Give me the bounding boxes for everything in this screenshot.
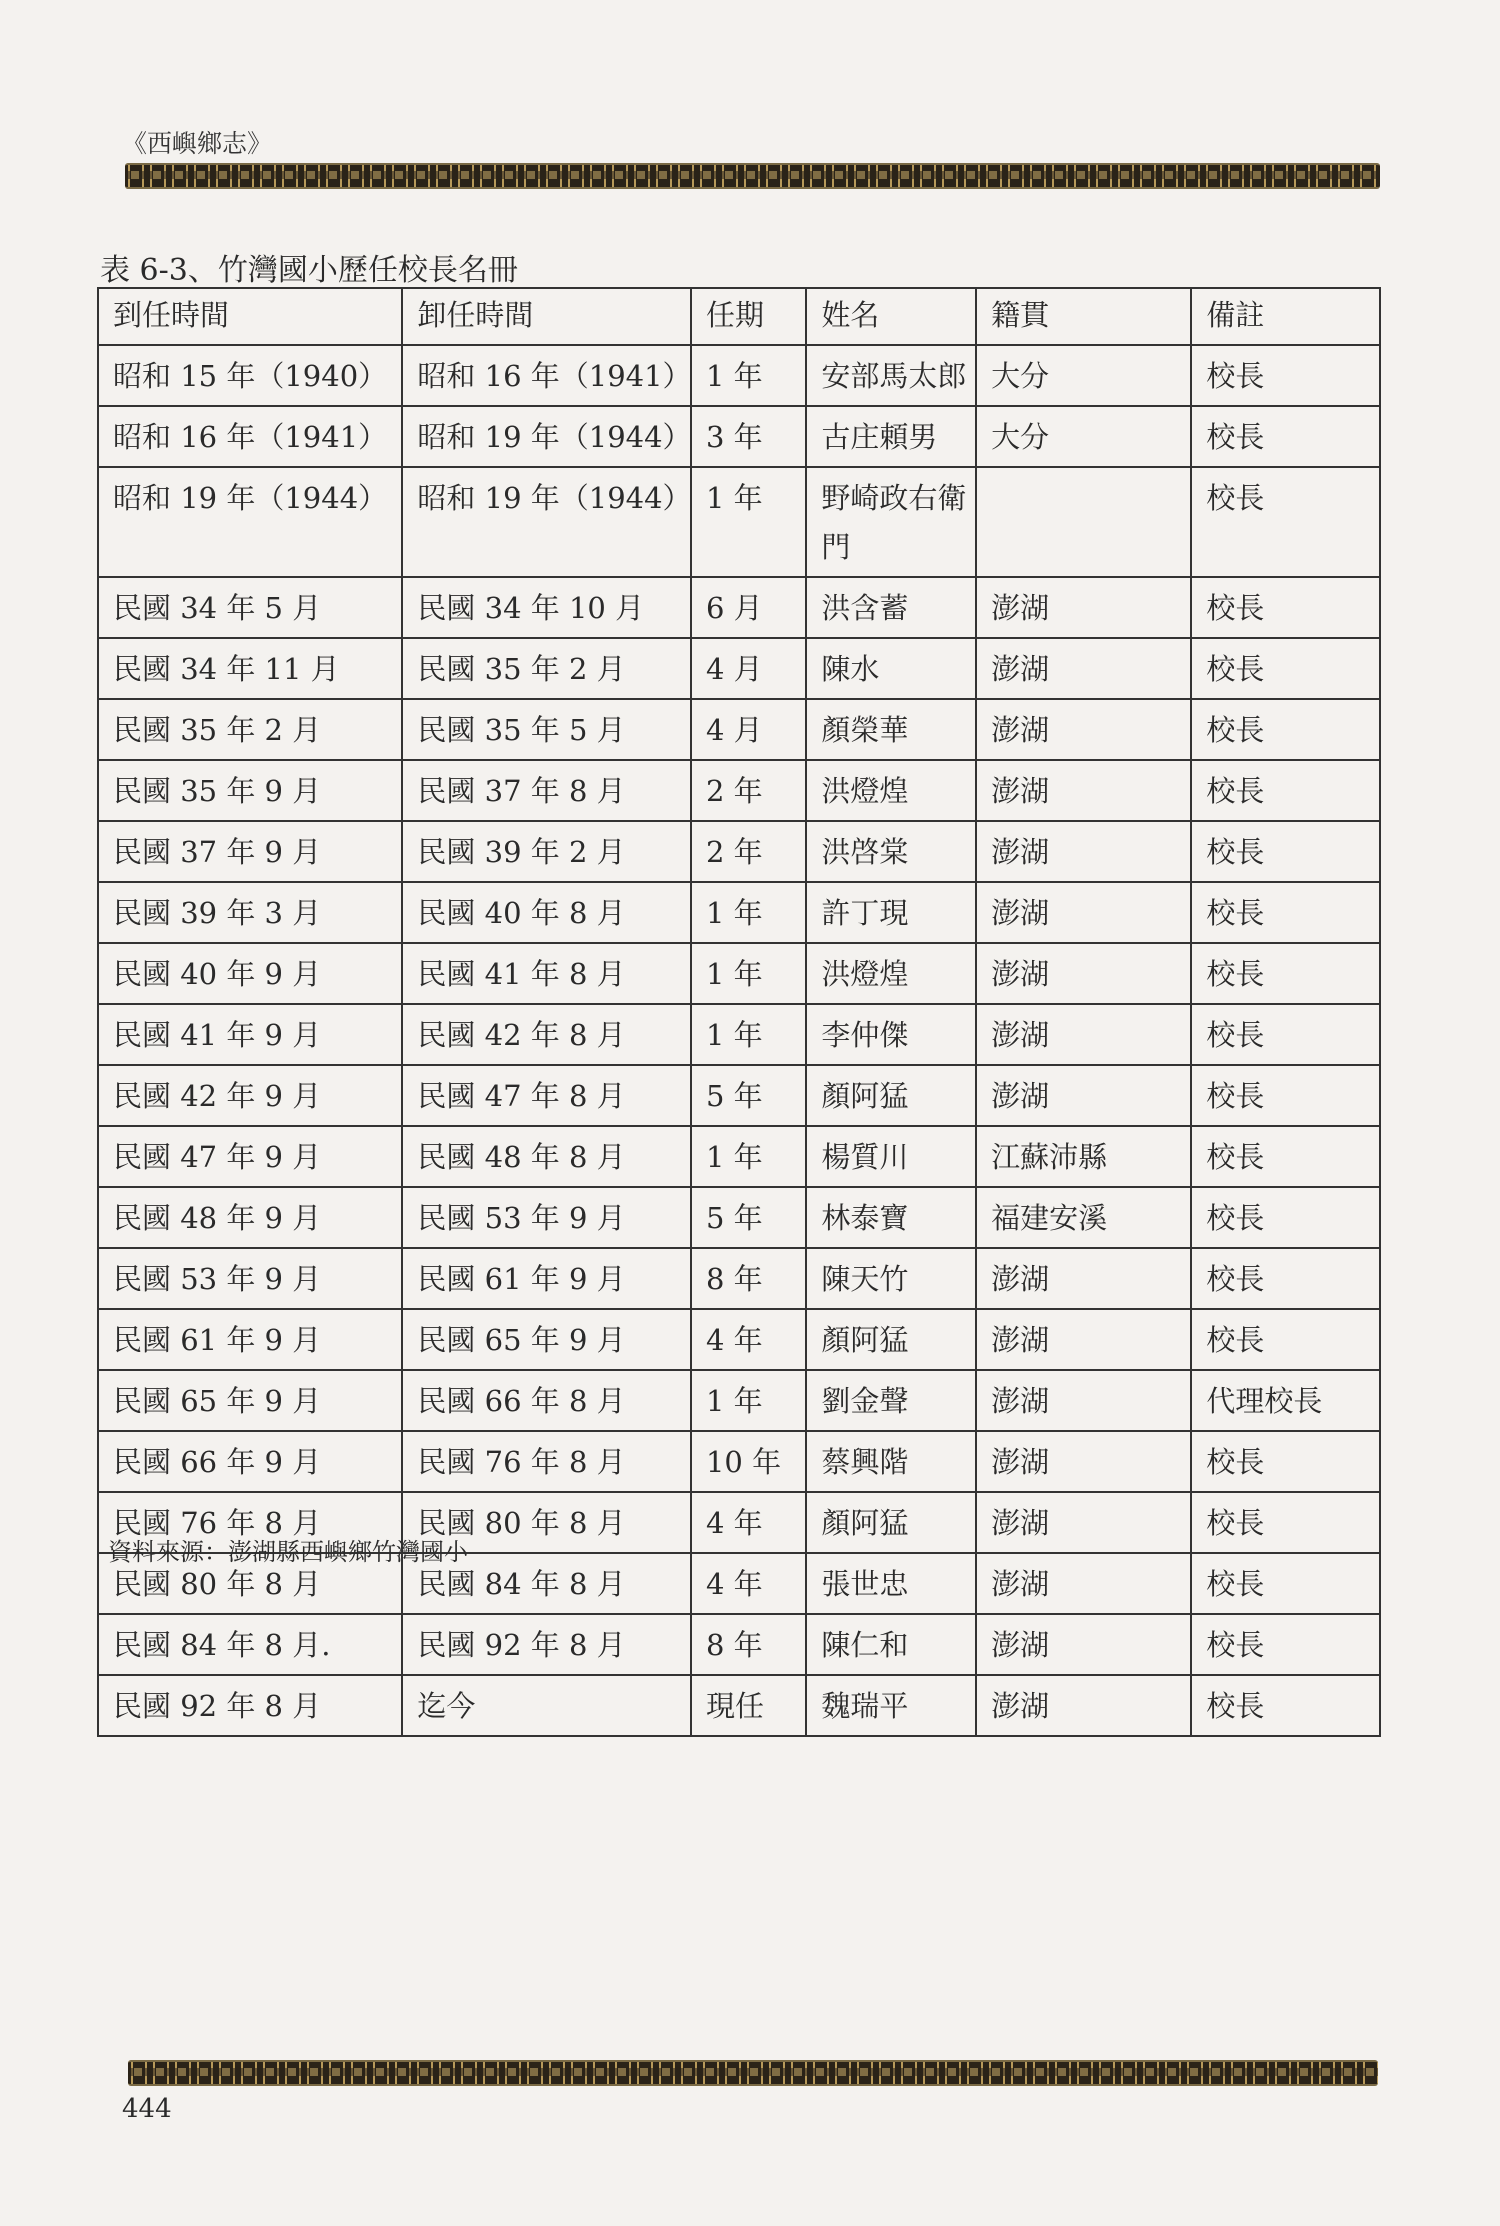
table-cell: 8 年	[691, 1248, 806, 1309]
greek-key-border-bottom	[128, 2060, 1378, 2086]
table-cell: 民國 35 年 2 月	[98, 699, 402, 760]
table-cell: 校長	[1191, 406, 1380, 467]
table-cell: 洪含蓄	[806, 577, 976, 638]
greek-key-border-top	[125, 163, 1380, 189]
table-cell: 民國 76 年 8 月	[98, 1492, 402, 1553]
table-cell: 現任	[691, 1675, 806, 1736]
table-cell: 6 月	[691, 577, 806, 638]
table-cell: 民國 92 年 8 月	[402, 1614, 691, 1675]
table-cell: 校長	[1191, 1614, 1380, 1675]
table-cell: 古庄頼男	[806, 406, 976, 467]
table-cell: 校長	[1191, 345, 1380, 406]
table-cell: 野崎政右衛門	[806, 467, 976, 577]
table-cell: 澎湖	[976, 1492, 1191, 1553]
table-cell: 江蘇沛縣	[976, 1126, 1191, 1187]
table-cell: 2 年	[691, 760, 806, 821]
table-cell: 顏榮華	[806, 699, 976, 760]
table-cell: 澎湖	[976, 760, 1191, 821]
table-cell: 民國 65 年 9 月	[402, 1309, 691, 1370]
table-cell: 張世忠	[806, 1553, 976, 1614]
table-cell: 澎湖	[976, 943, 1191, 1004]
table-cell: 民國 34 年 11 月	[98, 638, 402, 699]
table-row	[98, 943, 1380, 1004]
table-row	[98, 1431, 1380, 1492]
principals-table	[97, 287, 1381, 1737]
table-row	[98, 699, 1380, 760]
table-cell: 洪燈煌	[806, 943, 976, 1004]
table-cell: 2 年	[691, 821, 806, 882]
table-cell: 澎湖	[976, 1248, 1191, 1309]
table-cell: 洪啓棠	[806, 821, 976, 882]
table-cell: 校長	[1191, 577, 1380, 638]
table-cell: 校長	[1191, 1492, 1380, 1553]
table-cell: 陳天竹	[806, 1248, 976, 1309]
table-cell: 昭和 19 年（1944）	[98, 467, 402, 577]
table-row	[98, 1248, 1380, 1309]
table-cell: 澎湖	[976, 821, 1191, 882]
table-cell: 1 年	[691, 1126, 806, 1187]
table-cell: 4 年	[691, 1553, 806, 1614]
table-row	[98, 1187, 1380, 1248]
table-cell: 代理校長	[1191, 1370, 1380, 1431]
table-cell: 昭和 15 年（1940）	[98, 345, 402, 406]
table-cell: 大分	[976, 345, 1191, 406]
table-cell: 澎湖	[976, 638, 1191, 699]
table-caption: 表 6-3、竹灣國小歷任校長名冊	[100, 253, 518, 288]
table-cell: 校長	[1191, 699, 1380, 760]
table-cell: 民國 48 年 9 月	[98, 1187, 402, 1248]
header-cell: 卸任時間	[402, 288, 691, 345]
table-cell: 民國 35 年 5 月	[402, 699, 691, 760]
table-cell: 民國 84 年 8 月.	[98, 1614, 402, 1675]
table-cell: 校長	[1191, 467, 1380, 577]
table-cell: 民國 76 年 8 月	[402, 1431, 691, 1492]
table-cell: 澎湖	[976, 699, 1191, 760]
table-cell: 魏瑞平	[806, 1675, 976, 1736]
table-cell: 安部馬太郎	[806, 345, 976, 406]
table-cell: 1 年	[691, 345, 806, 406]
table-cell: 校長	[1191, 821, 1380, 882]
table-cell: 民國 80 年 8 月	[98, 1553, 402, 1614]
running-header: 《西嶼鄉志》	[122, 129, 273, 158]
table-cell: 民國 41 年 9 月	[98, 1004, 402, 1065]
table-cell: 民國 61 年 9 月	[98, 1309, 402, 1370]
table-cell: 澎湖	[976, 1309, 1191, 1370]
table-cell: 1 年	[691, 467, 806, 577]
table-cell: 8 年	[691, 1614, 806, 1675]
header-cell: 任期	[691, 288, 806, 345]
table-row	[98, 1126, 1380, 1187]
table-cell: 蔡興階	[806, 1431, 976, 1492]
table-row	[98, 345, 1380, 406]
table-cell: 民國 80 年 8 月	[402, 1492, 691, 1553]
table-row	[98, 577, 1380, 638]
table-cell: 校長	[1191, 1553, 1380, 1614]
table-cell: 民國 37 年 9 月	[98, 821, 402, 882]
table-cell: 顏阿猛	[806, 1309, 976, 1370]
table-cell: 迄今	[402, 1675, 691, 1736]
table-cell: 澎湖	[976, 1553, 1191, 1614]
table-cell: 昭和 19 年（1944）	[402, 467, 691, 577]
table-cell: 劉金聲	[806, 1370, 976, 1431]
table-cell: 校長	[1191, 1065, 1380, 1126]
table-cell: 民國 65 年 9 月	[98, 1370, 402, 1431]
header-cell: 籍貫	[976, 288, 1191, 345]
table-cell: 民國 34 年 5 月	[98, 577, 402, 638]
table-cell: 昭和 16 年（1941）	[98, 406, 402, 467]
table-cell: 顏阿猛	[806, 1492, 976, 1553]
table-row	[98, 1675, 1380, 1736]
table-cell: 澎湖	[976, 1675, 1191, 1736]
table-cell: 民國 66 年 9 月	[98, 1431, 402, 1492]
table-cell: 校長	[1191, 1248, 1380, 1309]
table-cell: 昭和 19 年（1944）	[402, 406, 691, 467]
table-cell: 許丁現	[806, 882, 976, 943]
table-cell: 校長	[1191, 1309, 1380, 1370]
table-cell: 1 年	[691, 1004, 806, 1065]
table-cell: 民國 41 年 8 月	[402, 943, 691, 1004]
table-cell: 民國 53 年 9 月	[98, 1248, 402, 1309]
table-cell: 澎湖	[976, 1065, 1191, 1126]
table-cell: 1 年	[691, 882, 806, 943]
table-cell: 民國 34 年 10 月	[402, 577, 691, 638]
table-cell: 3 年	[691, 406, 806, 467]
table-cell: 民國 47 年 9 月	[98, 1126, 402, 1187]
table-cell: 校長	[1191, 882, 1380, 943]
table-cell: 民國 66 年 8 月	[402, 1370, 691, 1431]
table-cell: 1 年	[691, 1370, 806, 1431]
header-cell: 姓名	[806, 288, 976, 345]
table-cell: 民國 61 年 9 月	[402, 1248, 691, 1309]
table-cell: 民國 53 年 9 月	[402, 1187, 691, 1248]
table-header-row	[98, 288, 1380, 345]
source-note: 資料來源：澎湖縣西嶼鄉竹灣國小	[108, 1538, 468, 1566]
table-cell: 民國 42 年 8 月	[402, 1004, 691, 1065]
table-cell: 澎湖	[976, 577, 1191, 638]
table-row	[98, 638, 1380, 699]
table-row	[98, 467, 1380, 577]
table-cell: 民國 47 年 8 月	[402, 1065, 691, 1126]
table-row	[98, 821, 1380, 882]
table-cell: 校長	[1191, 1675, 1380, 1736]
table-cell: 4 月	[691, 699, 806, 760]
table-cell: 民國 39 年 3 月	[98, 882, 402, 943]
table-cell: 民國 84 年 8 月	[402, 1553, 691, 1614]
table-cell: 澎湖	[976, 1431, 1191, 1492]
table-cell: 昭和 16 年（1941）	[402, 345, 691, 406]
table-cell: 洪燈煌	[806, 760, 976, 821]
table-row	[98, 1370, 1380, 1431]
table-row	[98, 882, 1380, 943]
table-row	[98, 1309, 1380, 1370]
table-cell: 10 年	[691, 1431, 806, 1492]
table-row	[98, 1004, 1380, 1065]
table-cell: 校長	[1191, 1004, 1380, 1065]
table-cell: 5 年	[691, 1187, 806, 1248]
table-cell: 林泰寶	[806, 1187, 976, 1248]
table-cell: 澎湖	[976, 1004, 1191, 1065]
table-cell: 校長	[1191, 1431, 1380, 1492]
table-cell: 5 年	[691, 1065, 806, 1126]
table-cell: 民國 48 年 8 月	[402, 1126, 691, 1187]
table-row	[98, 1065, 1380, 1126]
table-cell	[976, 467, 1191, 577]
table-cell: 校長	[1191, 943, 1380, 1004]
table-cell: 顏阿猛	[806, 1065, 976, 1126]
table-cell: 福建安溪	[976, 1187, 1191, 1248]
table-cell: 澎湖	[976, 1370, 1191, 1431]
table-cell: 澎湖	[976, 882, 1191, 943]
table-cell: 民國 92 年 8 月	[98, 1675, 402, 1736]
table-cell: 民國 40 年 9 月	[98, 943, 402, 1004]
table-cell: 4 年	[691, 1492, 806, 1553]
table-cell: 1 年	[691, 943, 806, 1004]
header-cell: 備註	[1191, 288, 1380, 345]
table-cell: 民國 40 年 8 月	[402, 882, 691, 943]
table-cell: 4 月	[691, 638, 806, 699]
table-cell: 民國 35 年 2 月	[402, 638, 691, 699]
table-cell: 民國 42 年 9 月	[98, 1065, 402, 1126]
table-cell: 澎湖	[976, 1614, 1191, 1675]
table-row	[98, 1614, 1380, 1675]
table-cell: 4 年	[691, 1309, 806, 1370]
table-cell: 陳水	[806, 638, 976, 699]
table-cell: 校長	[1191, 760, 1380, 821]
table-cell: 楊質川	[806, 1126, 976, 1187]
table-cell: 民國 39 年 2 月	[402, 821, 691, 882]
table-cell: 民國 35 年 9 月	[98, 760, 402, 821]
page-number: 444	[122, 2094, 172, 2124]
table-cell: 校長	[1191, 1187, 1380, 1248]
table-cell: 校長	[1191, 638, 1380, 699]
table-cell: 大分	[976, 406, 1191, 467]
table-row	[98, 760, 1380, 821]
table-cell: 校長	[1191, 1126, 1380, 1187]
table-cell: 民國 37 年 8 月	[402, 760, 691, 821]
table-row	[98, 406, 1380, 467]
header-cell: 到任時間	[98, 288, 402, 345]
table-cell: 李仲傑	[806, 1004, 976, 1065]
table-cell: 陳仁和	[806, 1614, 976, 1675]
